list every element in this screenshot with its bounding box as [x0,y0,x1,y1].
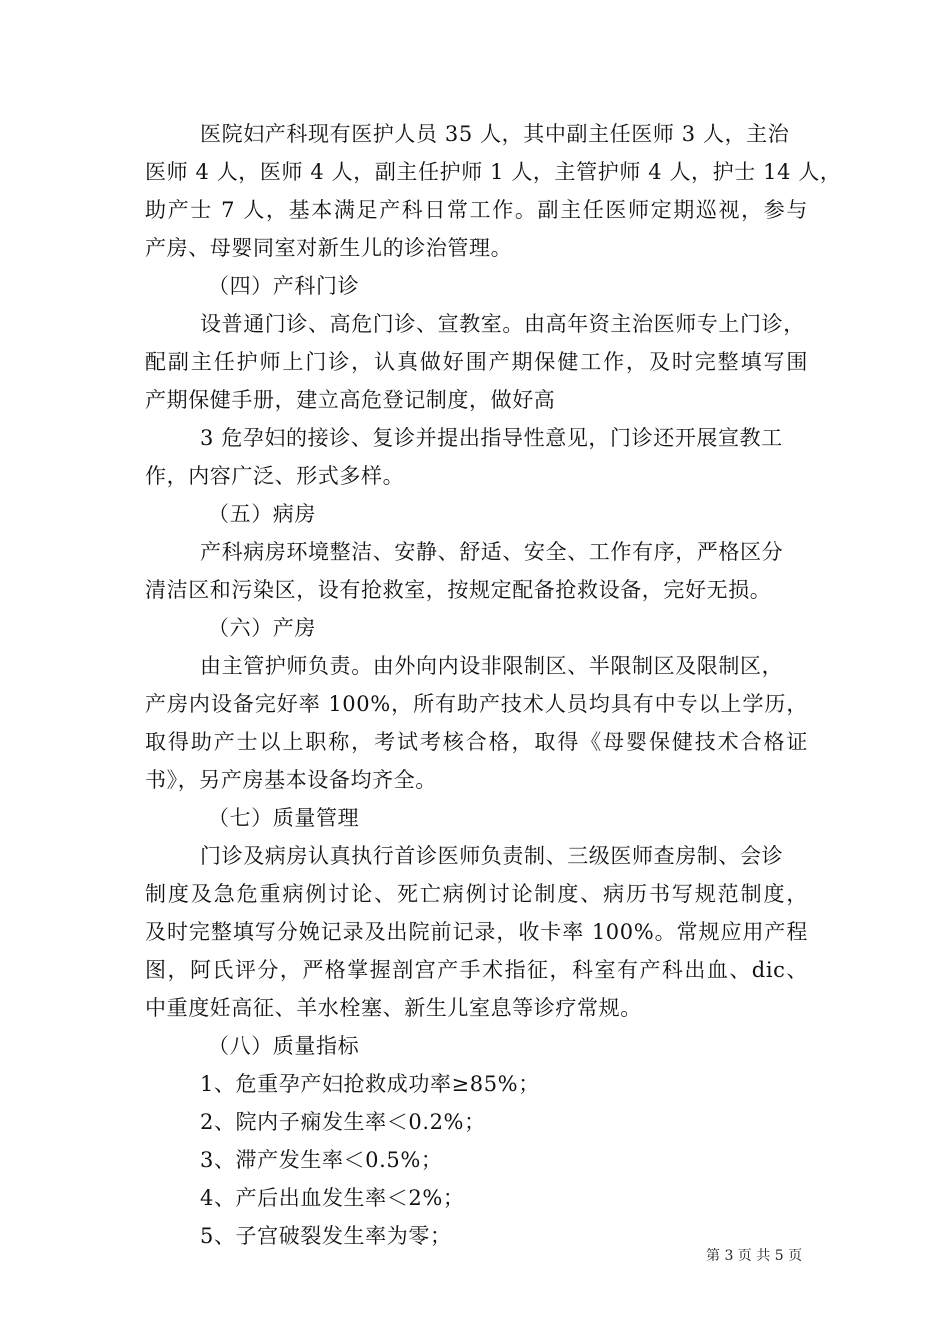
section-heading: （八）质量指标 [208,1034,360,1058]
paragraph-line: 3 危孕妇的接诊、复诊并提出指导性意见，门诊还开展宣教工 [200,426,783,450]
list-item: 5、子宫破裂发生率为零； [200,1224,452,1248]
paragraph-line: 及时完整填写分娩记录及出院前记录，收卡率 100%。常规应用产程 [145,920,808,944]
paragraph-line: 图，阿氏评分，严格掌握剖宫产手术指征，科室有产科出血、dic、 [145,958,808,982]
page-number-footer: 第 3 页 共 5 页 [706,1248,803,1264]
paragraph-line: 设普通门诊、高危门诊、宣教室。由高年资主治医师专上门诊， [200,312,805,336]
list-item: 1、危重孕产妇抢救成功率≥85%； [200,1072,540,1096]
paragraph-line: 清洁区和污染区，设有抢救室，按规定配备抢救设备，完好无损。 [145,578,772,602]
paragraph-line: 产房内设备完好率 100%，所有助产技术人员均具有中专以上学历， [145,692,808,716]
section-heading: （四）产科门诊 [208,274,360,298]
paragraph-line: 产期保健手册，建立高危登记制度，做好高 [145,388,556,412]
paragraph-line: 作，内容广泛、形式多样。 [145,464,405,488]
paragraph-line: 助产士 7 人，基本满足产科日常工作。副主任医师定期巡视，参与 [145,198,808,222]
paragraph-line: 取得助产士以上职称，考试考核合格，取得《母婴保健技术合格证 [145,730,808,754]
section-heading: （六）产房 [208,616,316,640]
paragraph-line: 产科病房环境整洁、安静、舒适、安全、工作有序，严格区分 [200,540,784,564]
paragraph-line: 由主管护师负责。由外向内设非限制区、半限制区及限制区， [200,654,784,678]
section-heading: （七）质量管理 [208,806,360,830]
list-item: 4、产后出血发生率＜2%； [200,1186,465,1210]
list-item: 3、滞产发生率＜0.5%； [200,1148,443,1172]
paragraph-line: 产房、母婴同室对新生儿的诊治管理。 [145,236,513,260]
list-item: 2、院内子痫发生率＜0.2%； [200,1110,486,1134]
paragraph-line: 医院妇产科现有医护人员 35 人，其中副主任医师 3 人，主治 [200,122,790,146]
paragraph-line: 中重度妊高征、羊水栓塞、新生儿室息等诊疗常规。 [145,996,642,1020]
paragraph-line: 门诊及病房认真执行首诊医师负责制、三级医师查房制、会诊 [200,844,784,868]
paragraph-line: 配副主任护师上门诊，认真做好围产期保健工作，及时完整填写围 [145,350,808,374]
section-heading: （五）病房 [208,502,316,526]
paragraph-line: 书》，另产房基本设备均齐全。 [145,768,437,792]
paragraph-line: 医师 4 人，医师 4 人，副主任护师 1 人，主管护师 4 人，护士 14 人， [145,160,842,184]
paragraph-line: 制度及急危重病例讨论、死亡病例讨论制度、病历书写规范制度， [145,882,808,906]
